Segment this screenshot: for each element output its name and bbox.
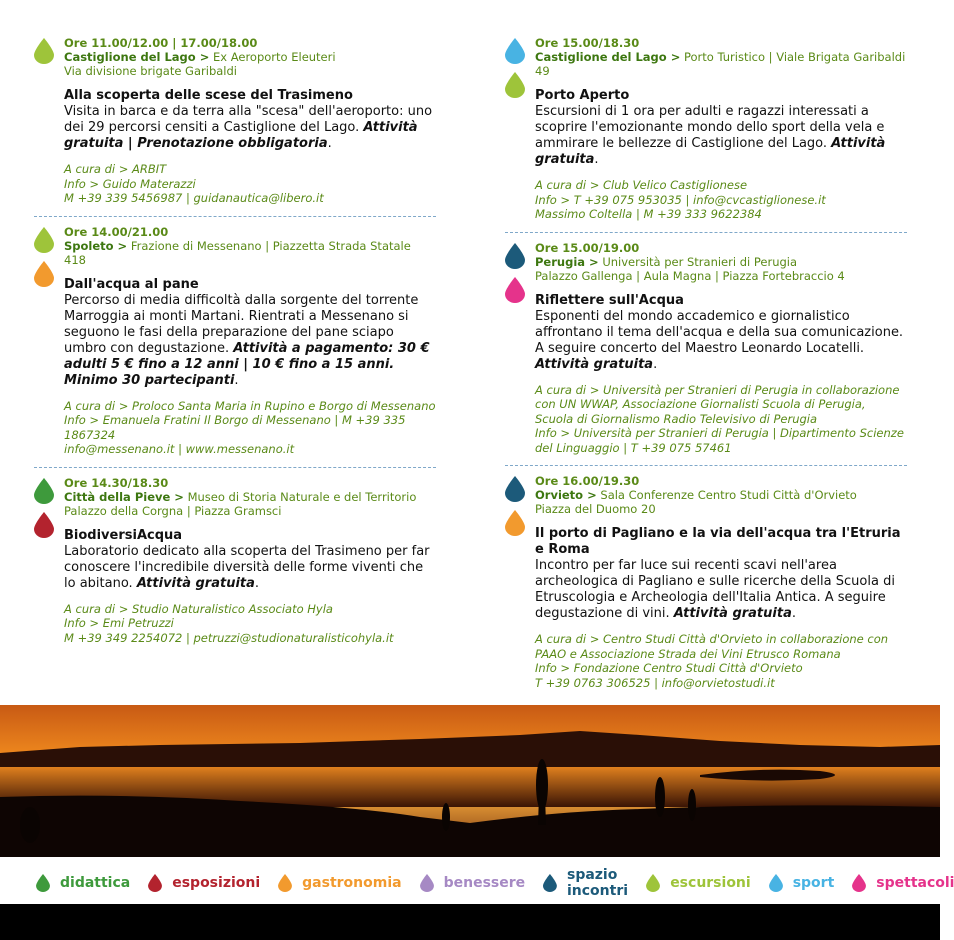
event-castiglione-scese — [34, 36, 436, 206]
event-place: Spoleto > Frazione di Messenano | Piazzetta Strada Statale 418 — [64, 238, 411, 267]
gastronomia-drop-icon — [278, 874, 292, 892]
legend-item-spettacoli — [852, 874, 954, 892]
event-time: Ore 14.30/18.30 — [64, 475, 169, 490]
event-title: Il porto di Pagliano e la via dell'acqua tra l'Etruria e Roma — [535, 526, 901, 557]
footer-black-bar — [0, 904, 940, 940]
didattica-drop-icon — [34, 478, 54, 504]
event-time: Ore 16.00/19.30 — [535, 474, 640, 488]
event-description: Esponenti del mondo accademico e giornalistico affrontano il tema dell'acqua e della sua comunicazione. A seguire concerto del Maestro Leonardo Locatelli. Attività gratuita. — [535, 308, 904, 372]
benessere-drop-icon — [420, 874, 434, 892]
event-place: Città della Pieve > Museo di Storia Naturale e del Territorio — [64, 489, 417, 504]
legend-label: didattica — [60, 875, 131, 891]
category-icons — [505, 38, 527, 106]
event-place-line2: Via divisione brigate Garibaldi — [64, 64, 237, 78]
category-icons — [505, 476, 527, 544]
spazio-incontri-drop-icon — [505, 476, 525, 502]
sport-drop-icon — [769, 874, 783, 892]
event-time: Ore 15.00/18.30 — [535, 36, 640, 50]
event-title: Dall'acqua al pane — [64, 276, 199, 292]
event-place: Castiglione del Lago > Ex Aeroporto Eleuteri — [64, 50, 336, 64]
event-description: Laboratorio dedicato alla scoperta del Trasimeno per far conoscere l'incredibile diversità delle forme viventi che lo abitano. Attività gratuita. — [64, 543, 430, 591]
gastronomia-drop-icon — [34, 261, 54, 287]
event-title: Riflettere sull'Acqua — [535, 292, 684, 308]
event-perugia-acqua — [505, 241, 907, 456]
event-time: Ore 14.00/21.00 — [64, 224, 169, 239]
event-time: Ore 11.00/12.00 | 17.00/18.00 — [64, 36, 258, 50]
spettacoli-drop-icon — [852, 874, 866, 892]
category-icons — [34, 227, 56, 295]
legend-label: escursioni — [670, 875, 751, 891]
event-description: Incontro per far luce sui recenti scavi nell'area archeologica di Pagliano e sulle ricerche della Scuola di Etruscologia e Archeologia dell'Italia Antica. A seguire degustazione di vini. Attività gratuita. — [535, 558, 895, 621]
category-icons — [34, 478, 56, 546]
event-place: Castiglione del Lago > Porto Turistico | Viale Brigata Garibaldi 49 — [535, 50, 906, 78]
event-title: BiodiversiAcqua — [64, 527, 183, 543]
legend-label: esposizioni — [172, 875, 261, 891]
category-icons — [34, 38, 56, 72]
event-place: Perugia > Università per Stranieri di Perugia — [535, 254, 798, 269]
event-place: Orvieto > Sala Conferenze Centro Studi Città d'Orvieto — [535, 488, 857, 502]
legend-item-escursioni — [646, 874, 751, 892]
event-title: Porto Aperto — [535, 88, 630, 103]
legend-item-gastronomia — [278, 874, 401, 892]
event-citta-pieve — [34, 476, 436, 646]
left-column — [34, 36, 436, 645]
legend-item-esposizioni — [148, 874, 260, 892]
divider — [505, 465, 907, 466]
legend-label: gastronomia — [302, 875, 402, 891]
event-place-line2: Palazzo Gallenga | Aula Magna | Piazza Fortebraccio 4 — [535, 268, 845, 283]
spettacoli-drop-icon — [505, 277, 525, 303]
event-title: Alla scoperta delle scese del Trasimeno — [64, 88, 353, 103]
legend-item-sport — [769, 874, 835, 892]
legend-label: spazio incontri — [566, 867, 629, 899]
event-credits: A cura di > ARBIT Info > Guido Materazzi M +39 339 5456987 | guidanautica@libero.it — [64, 162, 324, 205]
divider — [505, 232, 907, 233]
divider — [34, 467, 436, 468]
event-credits: A cura di > Studio Naturalistico Associato Hyla Info > Emi Petruzzi M +39 349 2254072 | petruzzi@studionaturalisticohyla.it — [64, 601, 394, 645]
event-spoleto-pane — [34, 225, 436, 457]
event-credits: A cura di > Club Velico Castiglionese Info > T +39 075 953035 | info@cvcastiglionese.it Massimo Coltella | M +39 333 9622384 — [535, 178, 826, 221]
event-credits: A cura di > Università per Stranieri di Perugia in collaborazione con UN WWAP, Associazione Giornalisti Scuola di Perugia, Scuola di Giornalismo Radio Televisivo di Perugia Info > Università per Stranieri di Perugia | Dipartimento Scienze del Linguaggio | T +39 075 57461 — [535, 382, 904, 455]
event-credits: A cura di > Proloco Santa Maria in Rupino e Borgo di Messenano Info > Emanuela Fratini Il Borgo di Messenano | M +39 335 1867324 info@messenano.it | www.messenano.it — [64, 398, 436, 456]
escursioni-drop-icon — [505, 72, 525, 98]
legend-item-benessere — [420, 874, 526, 892]
category-legend — [0, 862, 954, 904]
event-description: Percorso di media difficoltà dalla sorgente del torrente Marroggia ai monti Martani. Rientrati a Messenano si seguono le fasi della preparazione del pane sciapo umbro con degustazione. Attività a pagamento: 30 € adulti 5 € fino a 12 anni | 10 € fino a 15 anni. Minimo 30 partecipanti. — [64, 292, 430, 388]
sport-drop-icon — [505, 38, 525, 64]
right-column — [505, 36, 907, 690]
legend-item-spazio-incontri — [543, 867, 628, 899]
spazio-incontri-drop-icon — [543, 874, 557, 892]
event-description: Escursioni di 1 ora per adulti e ragazzi interessati a scoprire l'emozionante mondo dello sport della vela e ammirare le bellezze di Castiglione del Lago. Attività gratuita. — [535, 104, 886, 167]
esposizioni-drop-icon — [34, 512, 54, 538]
event-description: Visita in barca e da terra alla "scesa" dell'aeroporto: uno dei 29 percorsi censiti a Castiglione del Lago. Attività gratuita | Prenotazione obbligatoria. — [64, 104, 433, 151]
divider — [34, 216, 436, 217]
event-time: Ore 15.00/19.00 — [535, 240, 640, 255]
legend-label: benessere — [443, 875, 526, 891]
legend-label: sport — [792, 875, 835, 891]
legend-label: spettacoli — [876, 875, 954, 891]
event-place-line2: Piazza del Duomo 20 — [535, 502, 656, 516]
didattica-drop-icon — [36, 874, 50, 892]
esposizioni-drop-icon — [148, 874, 162, 892]
escursioni-drop-icon — [34, 227, 54, 253]
lake-sunset-photo — [0, 705, 940, 857]
escursioni-drop-icon — [34, 38, 54, 64]
event-orvieto-pagliano — [505, 474, 907, 690]
escursioni-drop-icon — [646, 874, 660, 892]
category-icons — [505, 243, 527, 311]
event-credits: A cura di > Centro Studi Città d'Orvieto in collaborazione con PAAO e Associazione Strada dei Vini Etrusco Romana Info > Fondazione Centro Studi Città d'Orvieto T +39 0763 306525 | info@orvietostudi.it — [535, 632, 889, 690]
legend-item-didattica — [36, 874, 130, 892]
event-porto-aperto — [505, 36, 907, 222]
spazio-incontri-drop-icon — [505, 243, 525, 269]
event-place-line2: Palazzo della Corgna | Piazza Gramsci — [64, 503, 282, 518]
gastronomia-drop-icon — [505, 510, 525, 536]
